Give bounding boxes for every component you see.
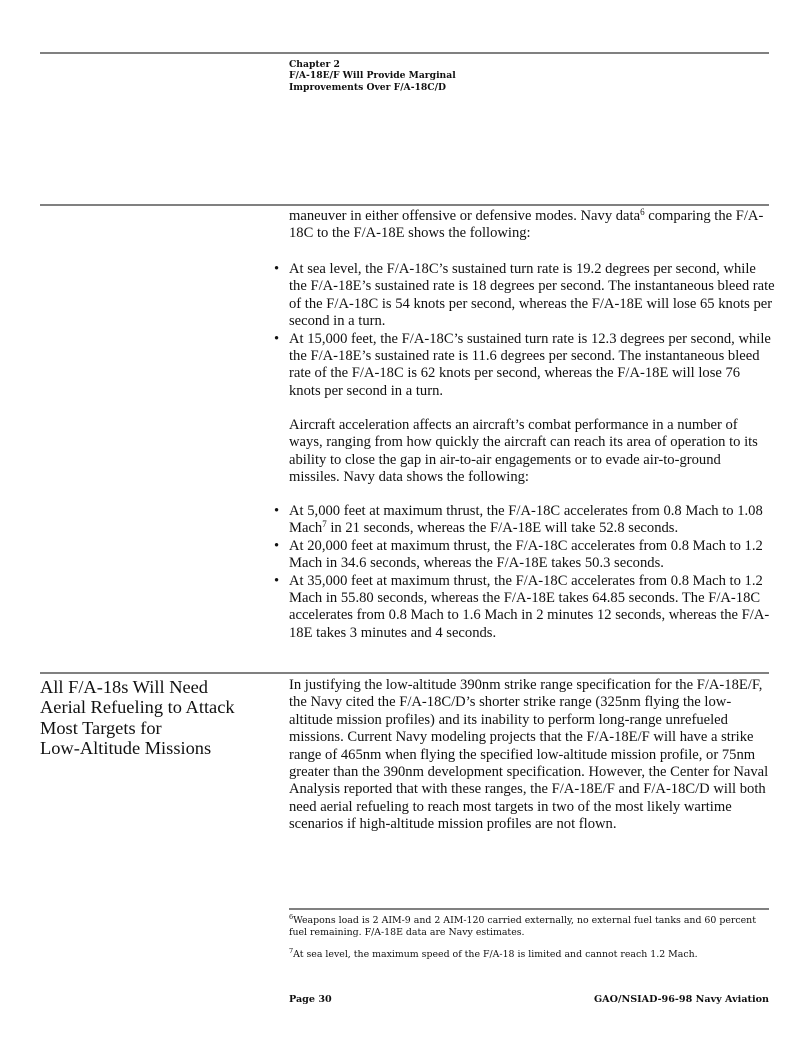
list-item-text: At 35,000 feet at maximum thrust, the F/A-18C accelerates from 0.8 Mach to 1.2 Mach in 55.80 seconds, whereas the F/A-18E takes 64.85 seconds. The F/A-18C accelerates from 0.8 Mach to 1.6 Mach in 2 minutes 12 seconds, whereas the F/A-18E takes 3 minutes and 4 seconds. [289,572,770,641]
acceleration-paragraph: Aircraft acceleration affects an aircraft’s combat performance in a number of ways, ranging from how quickly the aircraft can reach its area of operation to its ability to close the gap in air-to-air engagements or to evade air-to-ground missiles. Navy data shows the following: [289,417,758,486]
list-item-text: At 15,000 feet, the F/A-18C’s sustained turn rate is 12.3 degrees per second, while the F/A-18E’s sustained rate is 11.6 degrees per second. The instantaneous bleed rate of the F/A-18C is 62 knots per second, whereas the F/A-18E will lose 76 knots per second in a turn. [289,330,771,399]
intro-paragraph [289,208,773,243]
heading-line: Most Targets for [40,717,162,738]
footnote-ref-6[interactable]: 6 [640,207,645,217]
report-id: GAO/NSIAD-96-98 Navy Aviation [593,994,769,1005]
heading-line: All F/A-18s Will Need [40,677,209,697]
heading-line: Low-Altitude Missions [40,738,212,759]
section-rule [40,672,769,674]
turn-rate-list [270,261,775,400]
page-number: Page 30 [289,994,332,1005]
footnote-rule [289,908,769,910]
header-rule [40,52,769,54]
intro-text: maneuver in either offensive or defensive modes. Navy data [289,208,641,224]
bullet-icon: • [274,572,280,589]
list-item-text: At 5,000 feet at maximum thrust, the F/A-18C accelerates from 0.8 Mach to 1.08 Mach [289,503,763,537]
list-item [270,331,775,401]
list-item [270,573,775,643]
section-heading [40,677,275,759]
heading-line: Aerial Refueling to Attack [40,697,235,718]
bullet-icon: • [274,503,280,519]
intro-text-cont: comparing the F/A-18C to the F/A-18E shows the following: [289,208,764,242]
footnote-number: 7 [289,947,294,956]
acceleration-list [270,503,775,642]
list-item-text: At 20,000 feet at maximum thrust, the F/A-18C accelerates from 0.8 Mach to 1.2 Mach in 34.6 seconds, whereas the F/A-18E takes 50.3 seconds. [289,537,763,572]
list-item [270,261,775,331]
footnote-7 [289,949,773,961]
footnote-6 [289,915,773,939]
list-item-text-cont: in 21 seconds, whereas the F/A-18E will take 52.8 seconds. [326,520,679,537]
chapter-title-line1: F/A-18E/F Will Provide Marginal [289,70,456,82]
list-item [270,538,775,573]
list-item-text: At sea level, the F/A-18C’s sustained turn rate is 19.2 degrees per second, while the F/A-18E’s sustained rate is 18 degrees per second. The instantaneous bleed rate of the F/A-18C is 54 knots per second, whereas the F/A-18E will lose 65 knots per second in a turn. [289,261,775,330]
footnote-text: At sea level, the maximum speed of the F/A-18 is limited and cannot reach 1.2 Mach. [293,949,698,961]
list-item [270,503,775,538]
bullet-icon: • [274,261,280,277]
section-rule [40,204,769,206]
bullet-icon: • [274,330,280,347]
bullet-icon: • [274,537,280,554]
footnote-ref-7[interactable]: 7 [322,519,327,530]
chapter-title-line2: Improvements Over F/A-18C/D [289,81,446,93]
chapter-label: Chapter 2 [289,59,340,70]
footnote-text: Weapons load is 2 AIM-9 and 2 AIM-120 carried externally, no external fuel tanks and 60 percent fuel remaining. F/A-18E data are Navy estimates. [289,915,756,939]
section2-paragraph: In justifying the low-altitude 390nm strike range specification for the F/A-18E/F, the Navy cited the F/A-18C/D’s shorter strike range (325nm flying the low-altitude mission profiles) and its inability to perform long-range unrefueled missions. Current Navy modeling projects that the F/A-18E/F will have a strike range of 465nm when flying the specified low-altitude mission profile, or 75nm greater than the 390nm development specification. However, the Center for Naval Analysis reported that with these ranges, the F/A-18E/F and F/A-18C/D will both need aerial refueling to reach most targets in two of the most likely wartime scenarios if high-altitude mission profiles are not flown. [289,677,769,833]
footnote-number: 6 [289,913,294,921]
footnotes [289,915,773,962]
running-header [289,59,456,93]
